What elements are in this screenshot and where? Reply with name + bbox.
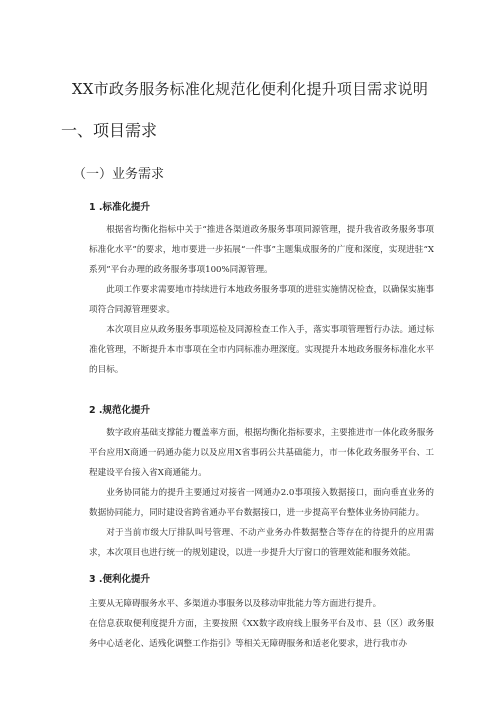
paragraph: 根据省均衡化指标中关于“推进各渠道政务服务事项同源管理，提升我省政务服务事项标准化水平”的要求，地市要进一步拓展“一件事”主题集成服务的广度和深度，实现进驻“X系列”平台办理的政务服务事项100%同源管理。 <box>89 225 434 275</box>
paragraph: 此项工作要求需要地市持续进行本地政务服务事项的进驻实施情况检查，以确保实施事项符合同源管理要求。 <box>89 285 434 315</box>
item-heading-standardization: 1 .标准化提升 <box>89 202 151 213</box>
paragraph: 主要从无障碍服务水平、多渠道办事服务以及移动审批能力等方面进行提升。 <box>89 599 382 609</box>
subsection-heading-business: （一）业务需求 <box>73 167 165 182</box>
paragraph: 对于当前市级大厅排队叫号管理、不动产业务办件数据整合等存在的待提升的应用需求，本次项目也进行统一的规划建设，以进一步提升大厅窗口的管理效能和服务效能。 <box>89 528 434 558</box>
section-heading-requirements: 一、项目需求 <box>61 121 158 140</box>
paragraph: 本次项目应从政务服务事项巡检及同源检查工作入手，落实事项管理暂行办法。通过标准化管理，不断提升本市事项在全市内同标准办理深度。实现提升本地政务服务标准化水平的目标。 <box>89 325 434 375</box>
paragraph: 在信息获取便利度提升方面，主要按照《XX数字政府线上服务平台及市、县（区）政务服务中心适老化、适残化调整工作指引》等相关无障碍服务和适老化要求，进行我市办 <box>89 619 434 649</box>
paragraph: 业务协同能力的提升主要通过对接省一网通办2.0事项接入数据接口，面向垂直业务的数据协同能力，同时建设省跨省通办平台数据接口，进一步提高平台整体业务协同能力。 <box>89 488 434 518</box>
item-heading-normalization: 2 .规范化提升 <box>89 405 151 416</box>
document-title: XX市政务服务标准化规范化便利化提升项目需求说明 <box>71 80 429 98</box>
paragraph: 数字政府基础支撑能力覆盖率方面，根据均衡化指标要求，主要推进市一体化政务服务平台应用X商通一码通办能力以及应用X省事码公共基础能力，市一体化政务服务平台、工程建设平台接入省X商通能力。 <box>89 428 434 478</box>
item-heading-convenience: 3 .便利化提升 <box>89 574 151 585</box>
